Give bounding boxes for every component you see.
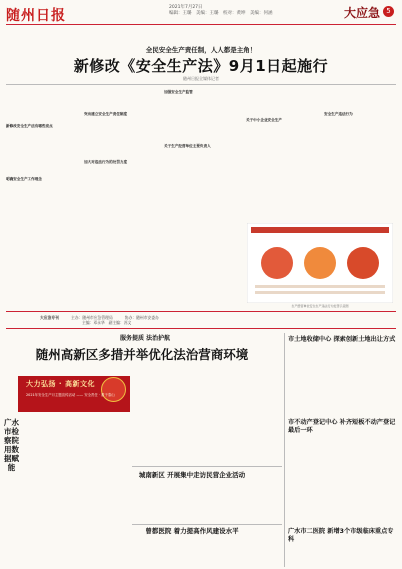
lead-byline: 随州日报全媒体记者 <box>183 76 219 81</box>
credits-bottom-rule <box>6 328 396 329</box>
promo-subtitle: 2021年安全生产月主题宣传活动 —— 安全责任 · 重于泰山 <box>26 393 115 397</box>
credits-item-1: 主办：随州市应急管理局 <box>70 315 113 320</box>
edition-date: 2021年7月27日 <box>169 5 203 10</box>
figure-circle-1 <box>261 247 293 279</box>
second-headline: 城南新区 开展集中走访民营企业活动 <box>138 471 246 479</box>
lead-column-1 <box>6 88 78 310</box>
right-column-rule <box>284 333 285 567</box>
promo-badge-emblem <box>101 377 126 402</box>
second-story-text <box>132 492 282 524</box>
figure-circle-2 <box>304 247 336 279</box>
sub-kicker: 服务提质 法治护航 <box>120 335 171 342</box>
sub-headline: 随州高新区多措并举优化法治营商环境 <box>35 347 249 362</box>
lead-column-5 <box>324 88 396 218</box>
edition-staff: 编辑：王璐 美编：王璐 校对：黄坤 美编：何涵 <box>169 11 273 16</box>
right-headline-2: 市不动产登记中心 补齐短板不动产登记最后一环 <box>288 419 396 434</box>
right-story-1-text <box>288 356 398 416</box>
credits-band <box>40 315 360 325</box>
page-number-badge: 5 <box>383 6 394 17</box>
sub-text-intro <box>20 362 72 376</box>
promo-title: 大力弘扬 · 高新文化 <box>26 380 96 388</box>
third-headline: 曾都医院 着力提高作风建设水平 <box>145 527 239 535</box>
col2-subhead-2: 加大对违法行为的处罚力度 <box>84 160 128 165</box>
col5-subhead-1: 安全生产违法行为 <box>324 112 353 117</box>
infographic-figure <box>247 223 393 303</box>
third-story-text <box>132 548 282 568</box>
lead-column-2 <box>84 88 158 310</box>
newspaper-logo: 随州日报 <box>6 8 66 24</box>
lead-column-3 <box>164 88 240 310</box>
mid-divider-2 <box>132 524 282 525</box>
masthead <box>6 3 396 25</box>
lead-divider <box>6 84 396 85</box>
credits-item-2: 协办：随州市安委办 <box>124 315 159 320</box>
col3-subhead-1: 加强安全生产监管 <box>164 90 193 94</box>
right-story-3-text <box>288 547 398 567</box>
figure-circle-3 <box>347 247 379 279</box>
col3-subhead-2: 关于生产经营单位主要负责人 <box>164 143 211 148</box>
side-headline: 广水市检察院用数据赋能 <box>4 418 19 472</box>
figure-bar-2 <box>255 291 385 294</box>
figure-bar-1 <box>255 285 385 288</box>
col1-subhead-2: 明确安全生产工作理念 <box>6 177 42 182</box>
credits-item-3: 主编：邓永华 副主编：苏文 <box>82 320 132 325</box>
col2-subhead-1: 突出建立安全生产责任制度 <box>84 112 128 117</box>
lead-column-4 <box>246 88 318 218</box>
figure-caption: 生产经营单位安全生产违法行为处罚示意图 <box>291 304 349 308</box>
col4-subhead-1: 关于中小企业安全生产 <box>246 118 282 123</box>
figure-title-bar <box>251 227 389 233</box>
section-title: 大应急 <box>343 6 380 20</box>
mid-divider-1 <box>132 466 282 467</box>
edition-info <box>169 5 273 17</box>
right-story-2-text <box>288 438 398 522</box>
promo-banner <box>18 376 130 412</box>
col1-subhead-1: 新修改安全生产法有哪些亮点 <box>6 123 53 128</box>
sub-text-middle <box>135 362 280 462</box>
credits-top-rule <box>6 311 396 312</box>
side-story-text <box>22 416 128 566</box>
right-headline-3: 广水市二医院 新增3个市级临床重点专科 <box>288 528 394 543</box>
right-headline-1: 市土地收储中心 探索创新土地出让方式 <box>288 336 396 343</box>
credits-label: 大应急专刊 <box>40 315 59 320</box>
lead-headline: 新修改《安全生产法》9月1日起施行 <box>73 57 329 75</box>
lead-kicker: 全民安全生产责任制，人人都是主角！ <box>145 46 257 54</box>
